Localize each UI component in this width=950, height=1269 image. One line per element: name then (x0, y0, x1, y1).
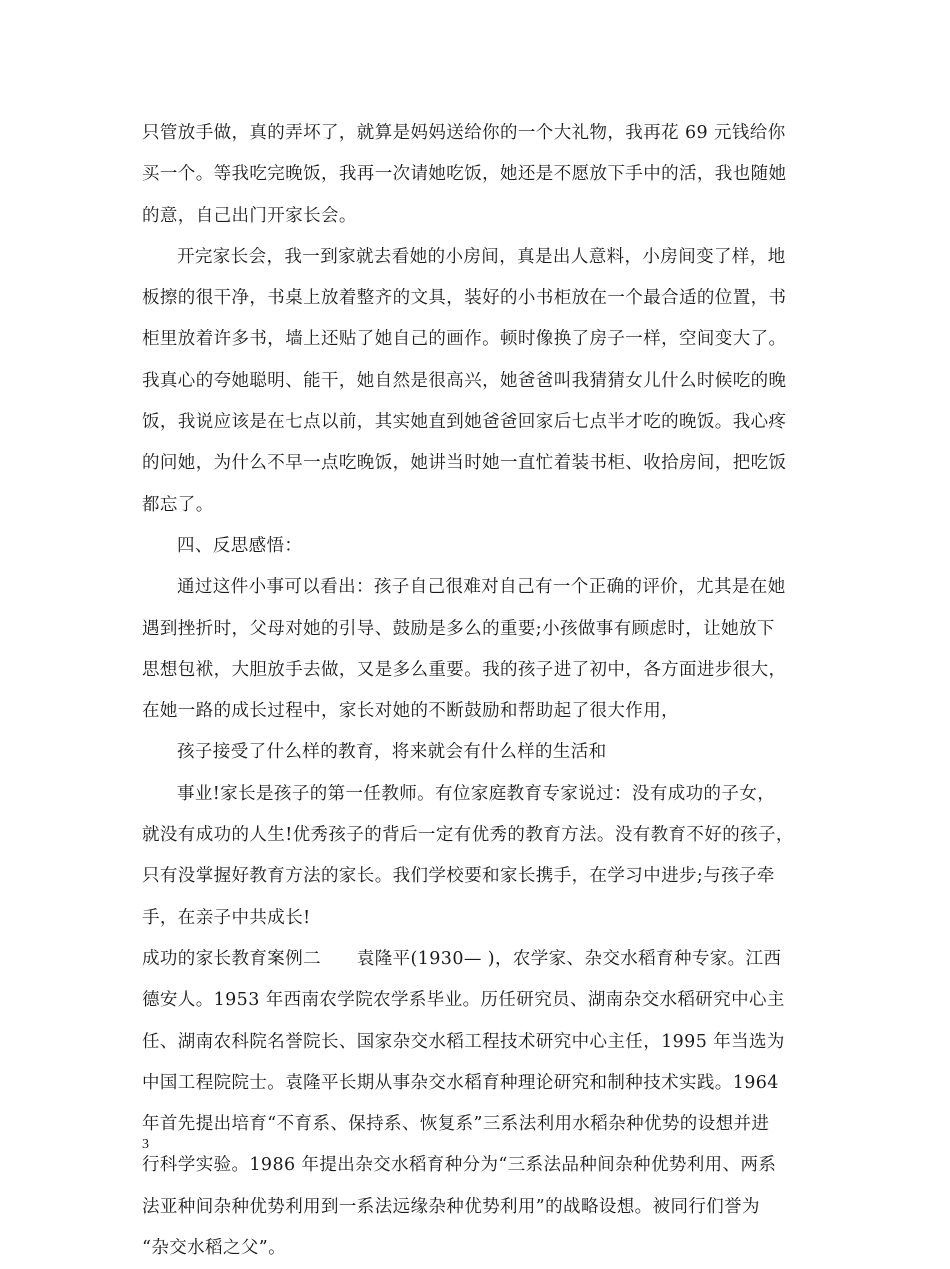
text-line: “杂交水稻之父”。 (142, 1238, 286, 1259)
text-line: 饭，我说应该是在七点以前，其实她直到她爸爸回家后七点半才吃的晚饭。我心疼 (142, 412, 787, 433)
page-number: 3 (142, 1137, 149, 1152)
text-line: 板擦的很干净，书桌上放着整齐的文具，装好的小书柜放在一个最合适的位置，书 (142, 288, 787, 309)
text-line: 手，在亲子中共成长! (142, 907, 311, 928)
text-line: 任、湖南农科院名誉院长、国家杂交水稻工程技术研究中心主任，1995 年当选为 (142, 1031, 785, 1052)
text-line: 行科学实验。1986 年提出杂交水稻育种分为“三系法品种间杂种优势利用、两系 (142, 1155, 777, 1176)
text-line: 中国工程院院士。袁隆平长期从事杂交水稻育种理论研究和制种技术实践。1964 (142, 1072, 779, 1093)
text-line: 只有没掌握好教育方法的家长。我们学校要和家长携手，在学习中进步;与孩子牵 (142, 866, 775, 887)
text-line: 法亚种间杂种优势利用到一系法远缘杂种优势利用”的战略设想。被同行们誉为 (142, 1196, 760, 1217)
paragraph-start-line: 事业!家长是孩子的第一任教师。有位家庭教育专家说过：没有成功的子女， (177, 783, 776, 804)
text-line: 年首先提出培育“不育系、保持系、恢复系”三系法利用水稻杂种优势的设想并进 (142, 1114, 770, 1135)
case-title-line: 成功的家长教育案例二 袁隆平(1930— )，农学家、杂交水稻育种专家。江西 (142, 948, 782, 969)
text-line: 买一个。等我吃完晚饭，我再一次请她吃饭，她还是不愿放下手中的活，我也随她 (142, 164, 787, 185)
text-line: 只管放手做，真的弄坏了，就算是妈妈送给你的一个大礼物，我再花 69 元钱给你 (142, 123, 786, 143)
paragraph-start-line: 孩子接受了什么样的教育，将来就会有什么样的生活和 (177, 742, 607, 763)
text-line: 思想包袱，大胆放手去做，又是多么重要。我的孩子进了初中，各方面进步很大， (142, 659, 787, 680)
text-line: 遇到挫折时，父母对她的引导、鼓励是多么的重要;小孩做事有顾虑时，让她放下 (142, 618, 775, 639)
text-line: 的意，自己出门开家长会。 (142, 205, 357, 226)
body-text (142, 113, 832, 1269)
text-line: 柜里放着许多书，墙上还贴了她自己的画作。顿时像换了房子一样，空间变大了。 (142, 329, 787, 350)
text-line: 德安人。1953 年西南农学院农学系毕业。历任研究员、湖南杂交水稻研究中心主 (142, 990, 785, 1011)
text-line: 我真心的夸她聪明、能干，她自然是很高兴，她爸爸叫我猜猜女儿什么时候吃的晚 (142, 370, 787, 391)
text-line: 在她一路的成长过程中，家长对她的不断鼓励和帮助起了很大作用， (142, 701, 679, 722)
paragraph-start-line: 通过这件小事可以看出：孩子自己很难对自己有一个正确的评价，尤其是在她 (177, 577, 786, 598)
paragraph-start-line: 开完家长会，我一到家就去看她的小房间，真是出人意料，小房间变了样，地 (177, 246, 786, 267)
text-line: 都忘了。 (142, 494, 214, 515)
text-line: 的问她，为什么不早一点吃晚饭，她讲当时她一直忙着装书柜、收拾房间，把吃饭 (142, 453, 787, 474)
text-line: 就没有成功的人生!优秀孩子的背后一定有优秀的教育方法。没有教育不好的孩子， (142, 825, 794, 846)
section-heading: 四、反思感悟： (177, 535, 303, 556)
